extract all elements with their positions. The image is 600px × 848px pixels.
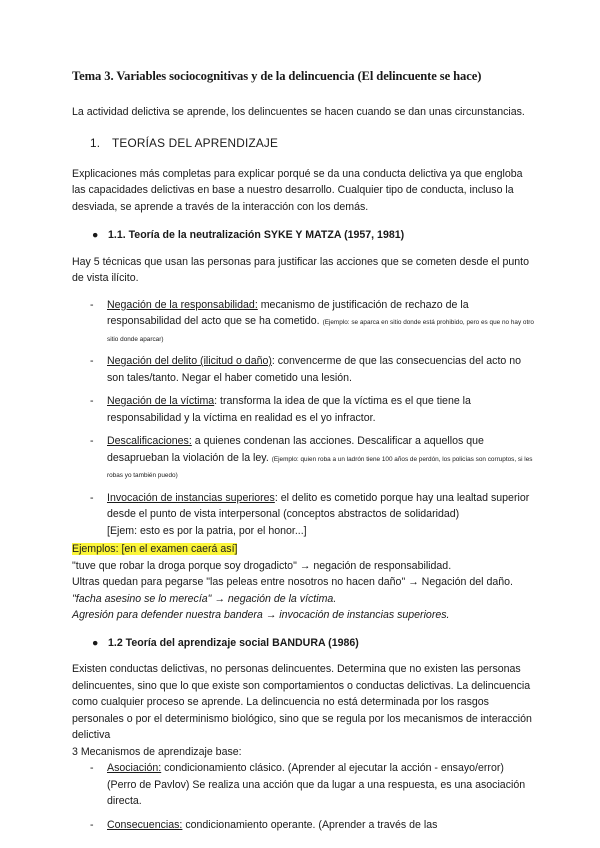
page-title: Tema 3. Variables sociocognitivas y de la delincuencia (El delincuente se hace) xyxy=(72,69,482,83)
examples-block xyxy=(72,541,534,624)
technique-text: : convencerme de que las consecuencias del acto no son tales/tanto. Negar el haber cometido una lesión. xyxy=(107,355,522,384)
technique-term: Descalificaciones: xyxy=(107,435,192,447)
technique-text: mecanismo de justificación de rechazo de la responsabilidad del acto que se ha cometido. xyxy=(107,298,469,327)
example-line: Ultras quedan para pegarse "las peleas entre nosotros no hacen daño" → Negación del daño. xyxy=(72,576,513,588)
subheading-label: 1.2 Teoría del aprendizaje social BANDURA (1986) xyxy=(108,636,359,649)
mechanism-term: Consecuencias: xyxy=(107,818,183,831)
mechanism-term: Asociación: xyxy=(107,762,162,774)
mechanism-text: condicionamiento operante. (Aprender a través de las xyxy=(182,818,438,831)
dash-marker: - xyxy=(90,818,94,831)
dash-marker: - xyxy=(90,395,94,407)
bullet-icon: ● xyxy=(92,229,99,241)
technique-text: : el delito es cometido porque hay una lealtad superior desde el punto de vista interpersonal (conceptos abstractos de solidaridad) xyxy=(107,491,530,520)
section-heading-aprendizaje xyxy=(90,135,534,152)
bandura-paragraph: Existen conductas delictivas, no personas delincuentes. Determina que no existen las personas delincuentes, sino que lo que existe son comportamientos o conductas delictivas. La delincuencia como cualquier proceso se aprende. La delincuencia no está determinada por los rasgos personales o por el determinismo biológico, sino que se regula por los mecanismos de interacción delictiva xyxy=(72,663,532,741)
list-item xyxy=(72,353,534,386)
list-item xyxy=(72,817,534,834)
technique-term: Invocación de instancias superiores xyxy=(107,491,275,504)
subheading-label: 1.1. Teoría de la neutralización SYKE Y MATZA (1957, 1981) xyxy=(108,229,405,241)
document-page xyxy=(72,68,534,840)
subheading-bandura xyxy=(92,635,534,652)
neutralizacion-paragraph: Hay 5 técnicas que usan las personas para justificar las acciones que se cometen desde el punto de vista ilícito. xyxy=(72,255,529,284)
dash-marker: - xyxy=(90,435,94,447)
list-item xyxy=(72,760,534,810)
example-italic-line: Agresión para defender nuestra bandera → invocación de instancias superiores. xyxy=(72,609,450,621)
mechanisms-list xyxy=(72,760,534,833)
dash-marker: - xyxy=(90,298,94,311)
dash-marker: - xyxy=(90,491,94,504)
technique-term: Negación de la víctima xyxy=(107,395,215,407)
mechanisms-intro: 3 Mecanismos de aprendizaje base: xyxy=(72,745,242,758)
technique-term: Negación del delito (ilicitud o daño) xyxy=(107,355,272,367)
list-item xyxy=(72,490,534,540)
technique-example: (Ejemplo: quien roba a un ladrón tiene 100 años de perdón, los policías son corruptos, si les robas yo también puedo) xyxy=(107,455,533,479)
technique-text: a quienes condenan las acciones. Descalificar a aquellos que desaprueban la violación de la ley. xyxy=(107,435,484,464)
section-label: TEORÍAS DEL APRENDIZAJE xyxy=(112,136,279,150)
example-italic-line: "facha asesino se lo merecía" → negación de la víctima. xyxy=(72,592,337,605)
list-item xyxy=(72,393,534,426)
technique-text: : transforma la idea de que la víctima es el que tiene la responsabilidad y la víctima en realidad es el yo infractor. xyxy=(107,395,471,424)
dash-marker: - xyxy=(90,355,94,367)
bullet-icon: ● xyxy=(92,636,99,649)
section-paragraph: Explicaciones más completas para explicar porqué se da una conducta delictiva ya que engloba las capacidades delictivas en base a nuestro desarrollo. Cualquier tipo de conducta, incluso la desviada, se aprende a través de la interacción con los demás. xyxy=(72,167,523,213)
subheading-neutralizacion xyxy=(92,227,534,244)
techniques-list xyxy=(72,297,534,540)
dash-marker: - xyxy=(90,762,94,774)
list-item xyxy=(72,297,534,347)
mechanism-text: condicionamiento clásico. (Aprender al ejecutar la acción - ensayo/error) (Perro de Pavlov) Se realiza una acción que da lugar a una respuesta, es una asociación directa. xyxy=(107,762,526,807)
section-number: 1. xyxy=(90,136,101,150)
technique-term: Negación de la responsabilidad: xyxy=(107,298,258,311)
technique-extra: [Ejem: esto es por la patria, por el honor...] xyxy=(107,524,307,537)
technique-example: (Ejemplo: se aparca en sitio donde está prohibido, pero es que no hay otro sitio donde aparcar) xyxy=(107,319,534,343)
example-line: "tuve que robar la droga porque soy drogadicto" → negación de responsabilidad. xyxy=(72,559,452,572)
examples-label: Ejemplos: [en el examen caerá así] xyxy=(72,543,238,555)
list-item xyxy=(72,433,534,483)
intro-paragraph: La actividad delictiva se aprende, los delincuentes se hacen cuando se dan unas circunstancias. xyxy=(72,105,525,118)
